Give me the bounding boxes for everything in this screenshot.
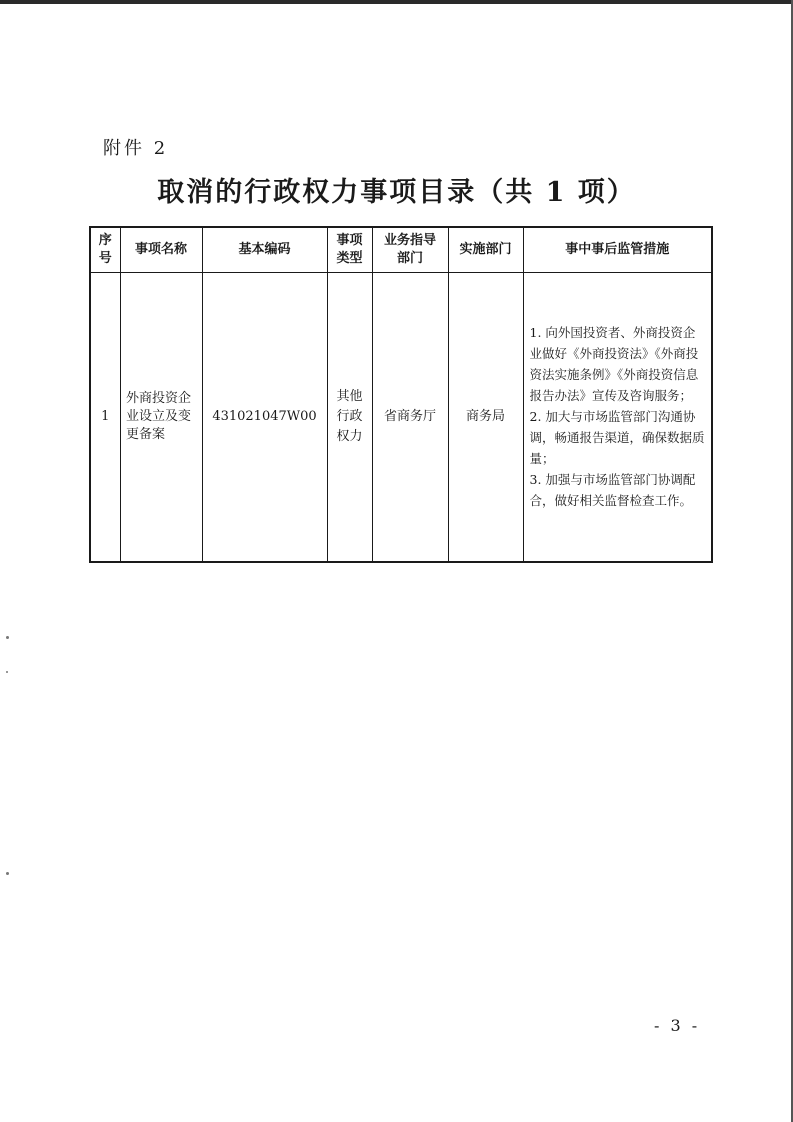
table-row [90,272,712,562]
cell-basic-code: 431021047W00 [202,272,327,562]
header-implementing-dept: 实施部门 [448,227,523,272]
page-title: 取消的行政权力事项目录（共 1 项） [157,177,636,208]
cell-guiding-dept: 省商务厅 [372,272,448,562]
cell-supervision [523,272,712,562]
supervision-item: 3. 加强与市场监管部门协调配合，做好相关监督检查工作。 [529,472,696,509]
supervision-item: 2. 加大与市场监管部门沟通协调，畅通报告渠道，确保数据质量； [529,409,705,467]
scan-border-top [0,0,793,4]
cell-item-name: 外商投资企业设立及变更备案 [120,272,202,562]
supervision-item: 1. 向外国投资者、外商投资企业做好《外商投资法》《外商投资法实施条例》《外商投资信息报告办法》宣传及咨询服务； [529,325,699,404]
header-seq: 序号 [90,227,120,272]
cell-seq: 1 [90,272,120,562]
cell-item-type: 其他行政权力 [327,272,372,562]
cell-implementing-dept: 商务局 [448,272,523,562]
header-supervision: 事中事后监管措施 [523,227,712,272]
scan-speck [6,636,9,639]
header-item-name: 事项名称 [120,227,202,272]
scan-speck [6,872,9,875]
attachment-label: 附件 2 [103,138,169,159]
header-basic-code: 基本编码 [202,227,327,272]
catalog-table [89,226,713,563]
page-number: - 3 - [654,1016,701,1035]
header-item-type: 事项类型 [327,227,372,272]
scan-speck [6,671,8,673]
header-guiding-dept: 业务指导部门 [372,227,448,272]
table-header-row [90,227,712,272]
